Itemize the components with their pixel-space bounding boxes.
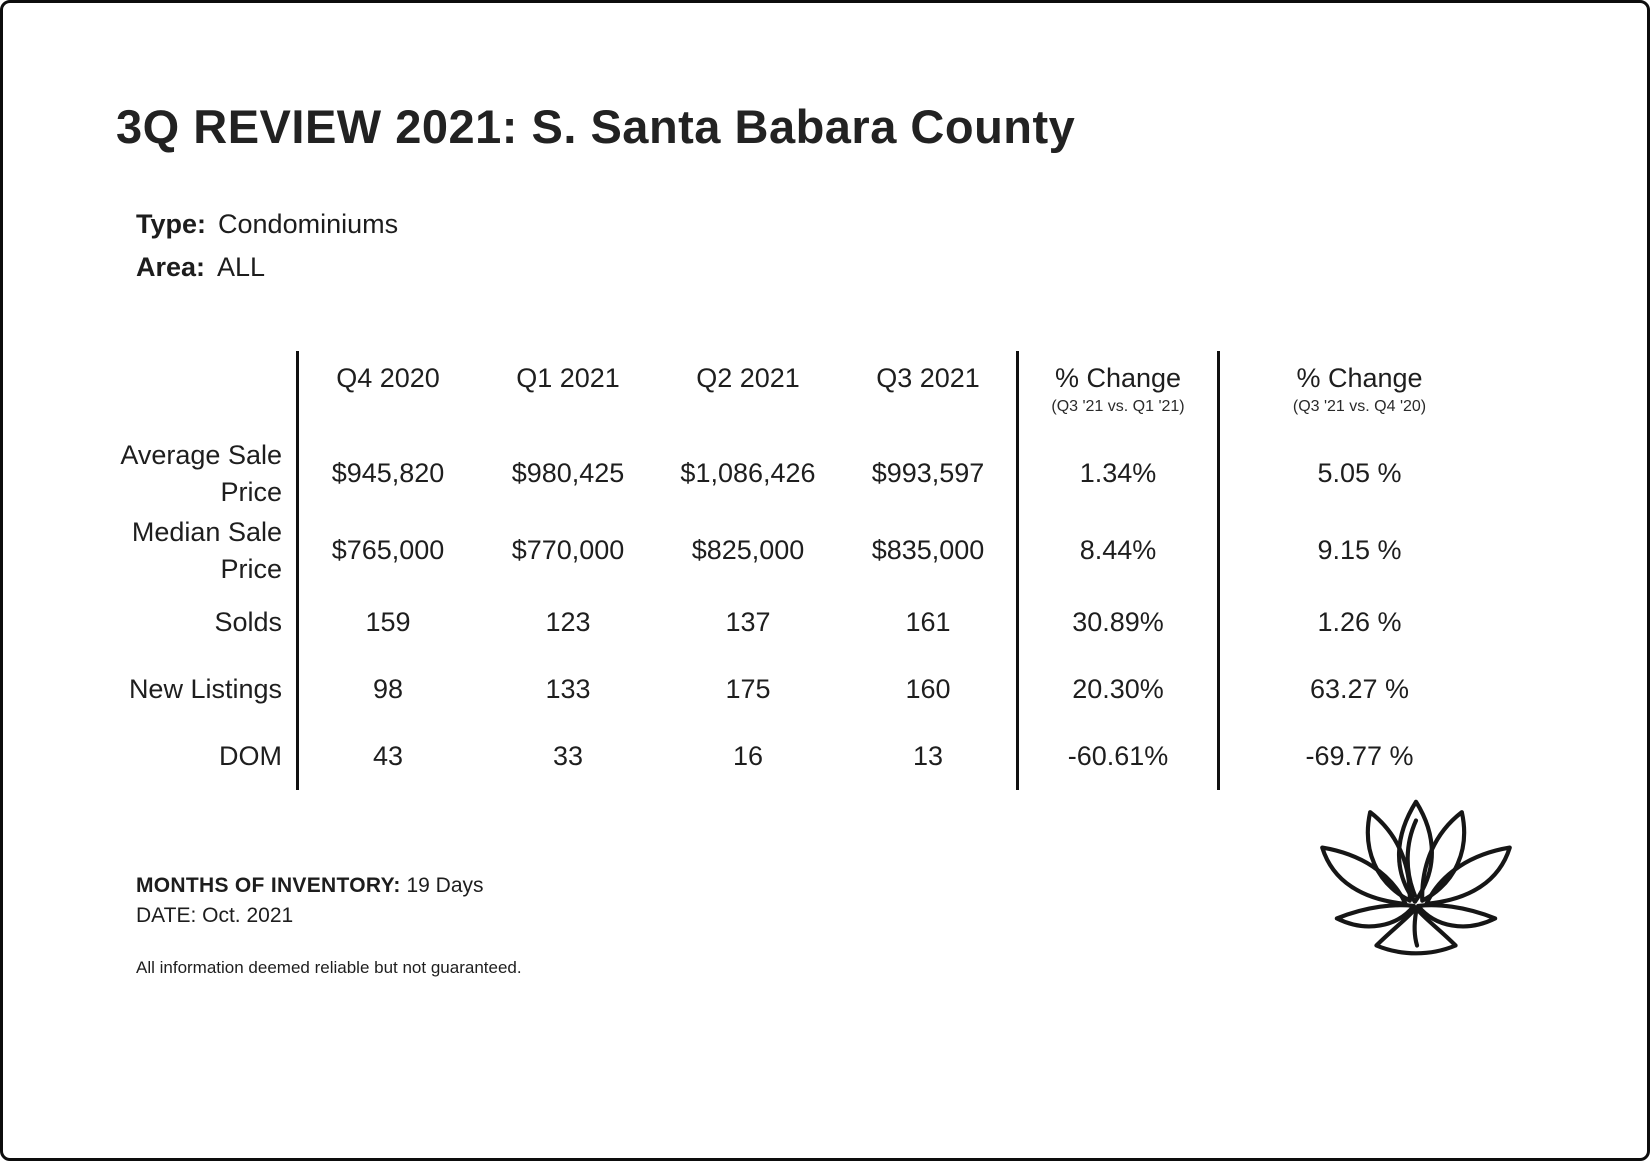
- pct-change-q1-label: % Change: [1054, 363, 1182, 393]
- area-row: [136, 246, 398, 289]
- value-q4-2020: $765,000: [331, 535, 445, 565]
- table-row-average-sale-price: [106, 435, 1501, 512]
- date-line: DATE: Oct. 2021: [136, 904, 294, 927]
- value-q3-2021: 160: [905, 674, 951, 704]
- table-row-median-sale-price: [106, 512, 1501, 589]
- value-q1-2021: 33: [552, 741, 584, 771]
- row-label: Average Sale Price: [120, 440, 282, 507]
- pct-change-vs-q4: 1.26 %: [1317, 607, 1402, 637]
- pct-change-vs-q1: 1.34%: [1079, 458, 1157, 488]
- value-q2-2021: 137: [725, 607, 771, 637]
- value-q3-2021: $835,000: [871, 535, 985, 565]
- col-header-q1-2021: Q1 2021: [516, 363, 620, 393]
- table-divider-line-left: [296, 351, 299, 790]
- value-q1-2021: 123: [545, 607, 591, 637]
- pct-change-q4-label: % Change: [1296, 363, 1423, 393]
- lotus-flower-icon: [1291, 763, 1541, 978]
- pct-change-vs-q4: 5.05 %: [1317, 458, 1402, 488]
- value-q2-2021: $825,000: [691, 535, 805, 565]
- table-divider-line-mid: [1016, 351, 1019, 790]
- report-footer: [136, 871, 522, 983]
- pct-change-q4-sublabel: (Q3 '21 vs. Q4 '20): [1292, 398, 1427, 415]
- col-header-pct-change-q1: [1018, 355, 1218, 416]
- table-row-new-listings: [106, 656, 1501, 723]
- value-q4-2020: $945,820: [331, 458, 445, 488]
- pct-change-vs-q4: -69.77 %: [1305, 741, 1414, 771]
- table-divider-line-right: [1217, 351, 1220, 790]
- inventory-line: [136, 871, 522, 901]
- value-q1-2021: $980,425: [511, 458, 625, 488]
- pct-change-vs-q4: 9.15 %: [1317, 535, 1402, 565]
- inventory-label: MONTHS OF INVENTORY:: [136, 874, 401, 897]
- inventory-value: 19 Days: [406, 874, 484, 897]
- row-label: New Listings: [128, 674, 282, 705]
- report-meta: [136, 203, 398, 289]
- value-q4-2020: 98: [372, 674, 404, 704]
- value-q4-2020: 159: [365, 607, 411, 637]
- pct-change-vs-q4: 63.27 %: [1309, 674, 1410, 704]
- value-q2-2021: $1,086,426: [680, 458, 816, 488]
- row-label: Median Sale Price: [131, 517, 282, 584]
- value-q3-2021: 161: [905, 607, 951, 637]
- pct-change-vs-q1: 8.44%: [1079, 535, 1157, 565]
- value-q1-2021: 133: [545, 674, 591, 704]
- col-header-q4-2020: Q4 2020: [336, 363, 440, 393]
- stats-table: [106, 351, 1501, 790]
- col-header-pct-change-q4: [1218, 355, 1501, 416]
- value-q4-2020: 43: [372, 741, 404, 771]
- col-header-q2-2021: Q2 2021: [696, 363, 800, 393]
- type-row: [136, 203, 398, 246]
- value-q2-2021: 175: [725, 674, 771, 704]
- pct-change-vs-q1: 20.30%: [1072, 674, 1164, 704]
- value-q2-2021: 16: [732, 741, 764, 771]
- col-header-q3-2021: Q3 2021: [876, 363, 980, 393]
- value-q3-2021: 13: [912, 741, 944, 771]
- value-q1-2021: $770,000: [511, 535, 625, 565]
- row-label: Solds: [214, 607, 282, 638]
- value-q3-2021: $993,597: [871, 458, 985, 488]
- pct-change-vs-q1: 30.89%: [1072, 607, 1164, 637]
- pct-change-q1-sublabel: (Q3 '21 vs. Q1 '21): [1051, 398, 1185, 415]
- disclaimer-text: All information deemed reliable but not guaranteed.: [136, 958, 522, 977]
- area-value: ALL: [217, 252, 266, 282]
- table-row-solds: [106, 589, 1501, 656]
- row-label: DOM: [219, 741, 282, 772]
- type-value: Condominiums: [218, 209, 399, 239]
- page-title: 3Q REVIEW 2021: S. Santa Babara County: [116, 100, 1076, 153]
- area-label: Area:: [136, 252, 206, 282]
- pct-change-vs-q1: -60.61%: [1067, 741, 1169, 771]
- type-label: Type:: [136, 209, 207, 239]
- table-header-row: [106, 351, 1501, 435]
